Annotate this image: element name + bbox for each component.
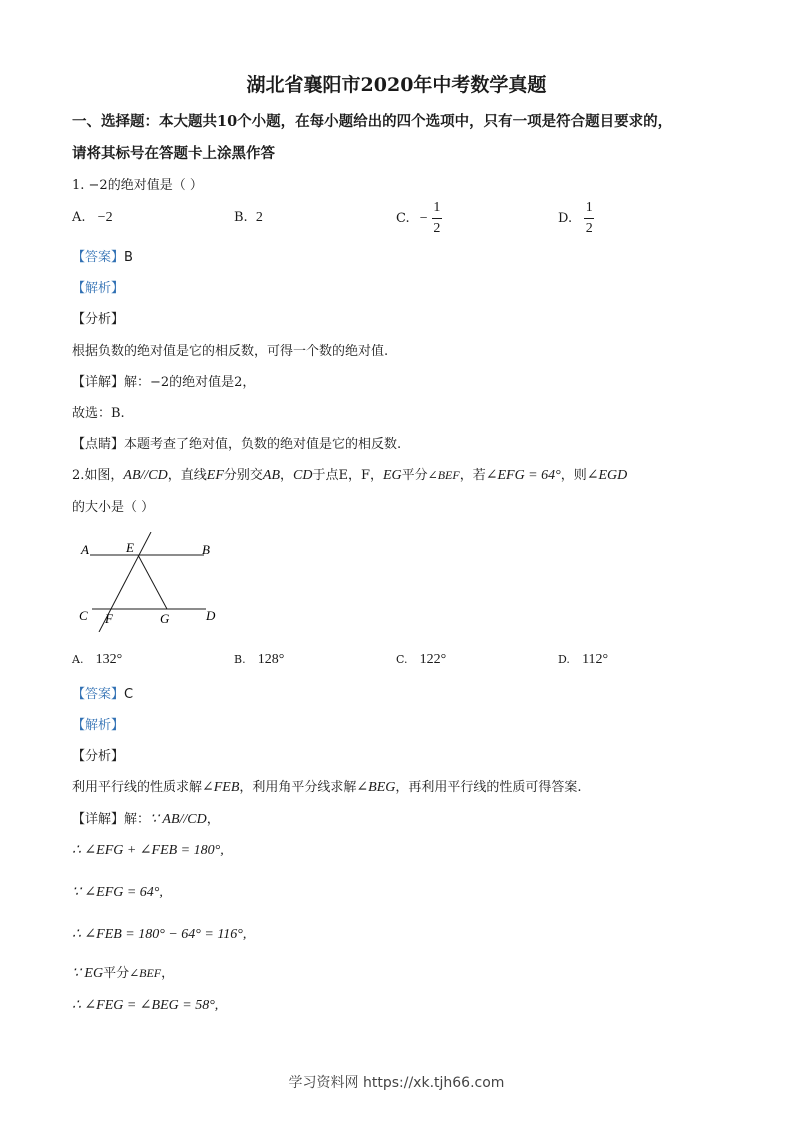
q1-option-a-label: A.: [72, 210, 86, 225]
answer-tag: 【答案】: [72, 250, 125, 265]
q1-comment: 【点睛】本题考查了绝对值，负数的绝对值是它的相反数.: [72, 437, 402, 452]
q2-option-c-value: 122°: [419, 652, 447, 667]
q2-step1: ∴ ∠EFG + ∠FEB = 180°,: [72, 843, 224, 858]
q2-option-a: [72, 652, 122, 668]
q1-option-d-fraction: [584, 200, 594, 237]
math-angle-beg: ∠BEG: [356, 780, 396, 795]
q1-analysis-tag: 【解析】: [72, 281, 125, 296]
q1-stem: 1. −2的绝对值是（ ）: [72, 178, 203, 193]
q2-detail: [72, 808, 220, 828]
section-heading-line2: 请将其标号在答题卡上涂黑作答: [72, 145, 275, 162]
label-b: B: [202, 542, 210, 557]
q1-option-d-label: D.: [558, 211, 573, 226]
label-a: A: [81, 542, 89, 557]
q1-option-b: [234, 210, 263, 226]
q2-option-d-label: D.: [558, 653, 570, 666]
label-c: C: [79, 608, 88, 623]
line-eg: [138, 555, 167, 609]
text: ，若: [459, 468, 486, 483]
text: ，: [206, 812, 220, 827]
text: 平分: [401, 468, 428, 483]
q2-step4: [72, 962, 174, 982]
q1-option-c-sign: −: [419, 210, 428, 226]
q2-answer: [72, 683, 133, 702]
q2-option-d: [558, 652, 608, 668]
answer-value: B: [124, 250, 133, 265]
text: 于点E，F，: [312, 468, 383, 483]
text: 平分: [103, 966, 130, 981]
q2-step2: ∵ ∠EFG = 64°,: [72, 885, 163, 900]
q2-stem-line1: [72, 464, 627, 484]
q2-fenxi-text: [72, 776, 582, 796]
q1-answer: [72, 246, 133, 265]
q2-option-b-label: B.: [234, 653, 246, 666]
q1-fenxi-tag: 【分析】: [72, 312, 125, 327]
math-angle-feb: ∠FEB: [202, 780, 240, 795]
text: ，再利用平行线的性质可得答案.: [395, 780, 582, 795]
fraction-numerator: 1: [585, 200, 593, 215]
math-angle-bef: ∠BEF: [129, 966, 162, 980]
text: 分别交: [223, 468, 263, 483]
math-eg: EG: [382, 468, 402, 483]
q2-option-a-label: A.: [72, 653, 84, 666]
label-e: E: [126, 540, 134, 555]
q1-option-a: [72, 210, 113, 226]
text: ，则: [560, 468, 587, 483]
q1-detail: 【详解】解：−2的绝对值是2，: [72, 375, 256, 390]
q1-option-b-value: 2: [255, 210, 263, 225]
fraction-denominator: 2: [433, 221, 441, 236]
math-cd: CD: [293, 468, 313, 483]
text: 利用平行线的性质求解: [72, 780, 203, 795]
q1-option-c: [396, 200, 442, 237]
math-angle-egd: ∠EGD: [586, 468, 628, 483]
text: ，直线: [167, 468, 207, 483]
q2-option-a-value: 132°: [95, 652, 123, 667]
math-angle-efg: ∠EFG = 64°: [485, 468, 561, 483]
q1-option-d: [558, 200, 594, 237]
text: 2.如图，: [72, 468, 124, 483]
fraction-denominator: 2: [585, 221, 593, 236]
math-ab-parallel-cd: AB//CD: [123, 468, 168, 483]
geometry-diagram: [70, 532, 230, 632]
q1-fenxi-text: 根据负数的绝对值是它的相反数，可得一个数的绝对值.: [72, 344, 389, 359]
fraction-numerator: 1: [433, 200, 441, 215]
math-angle-bef: ∠BEF: [427, 468, 460, 482]
answer-tag: 【答案】: [72, 687, 125, 702]
text: ，: [280, 468, 294, 483]
math-ab: AB: [262, 468, 280, 483]
text: 【详解】解：: [72, 812, 151, 827]
q2-option-c: [396, 652, 446, 668]
q2-option-b-value: 128°: [257, 652, 285, 667]
q2-option-b: [234, 652, 284, 668]
q2-step3: ∴ ∠FEB = 180° − 64° = 116°,: [72, 927, 247, 942]
q2-step5: ∴ ∠FEG = ∠BEG = 58°,: [72, 998, 219, 1013]
q1-option-b-label: B.: [234, 210, 248, 225]
math-because-ab-parallel-cd: ∵ AB//CD: [150, 812, 207, 827]
text: ，: [161, 966, 175, 981]
math-ef: EF: [206, 468, 224, 483]
page-title: 湖北省襄阳市2020年中考数学真题: [246, 74, 547, 96]
answer-value: C: [124, 687, 134, 702]
q2-fenxi-tag: 【分析】: [72, 749, 125, 764]
label-g: G: [160, 611, 170, 626]
label-d: D: [206, 608, 216, 623]
q2-analysis-tag: 【解析】: [72, 718, 125, 733]
q1-choose: 故选：B.: [72, 406, 125, 421]
q2-option-c-label: C.: [396, 653, 408, 666]
math-because-eg: ∵ EG: [72, 966, 104, 981]
page-footer-watermark: 学习资料网 https://xk.tjh66.com: [288, 1075, 505, 1091]
text: ，利用角平分线求解: [239, 780, 357, 795]
label-f: F: [105, 611, 113, 626]
q1-option-a-value: −2: [97, 210, 113, 225]
q2-option-d-value: 112°: [582, 652, 609, 667]
q2-stem-line2: 的大小是（ ）: [72, 500, 155, 515]
section-heading-line1: 一、选择题：本大题共10个小题，在每小题给出的四个选项中，只有一项是符合题目要求的，: [72, 113, 673, 130]
q1-option-c-fraction: [432, 200, 442, 237]
q1-option-c-label: C.: [396, 211, 410, 226]
